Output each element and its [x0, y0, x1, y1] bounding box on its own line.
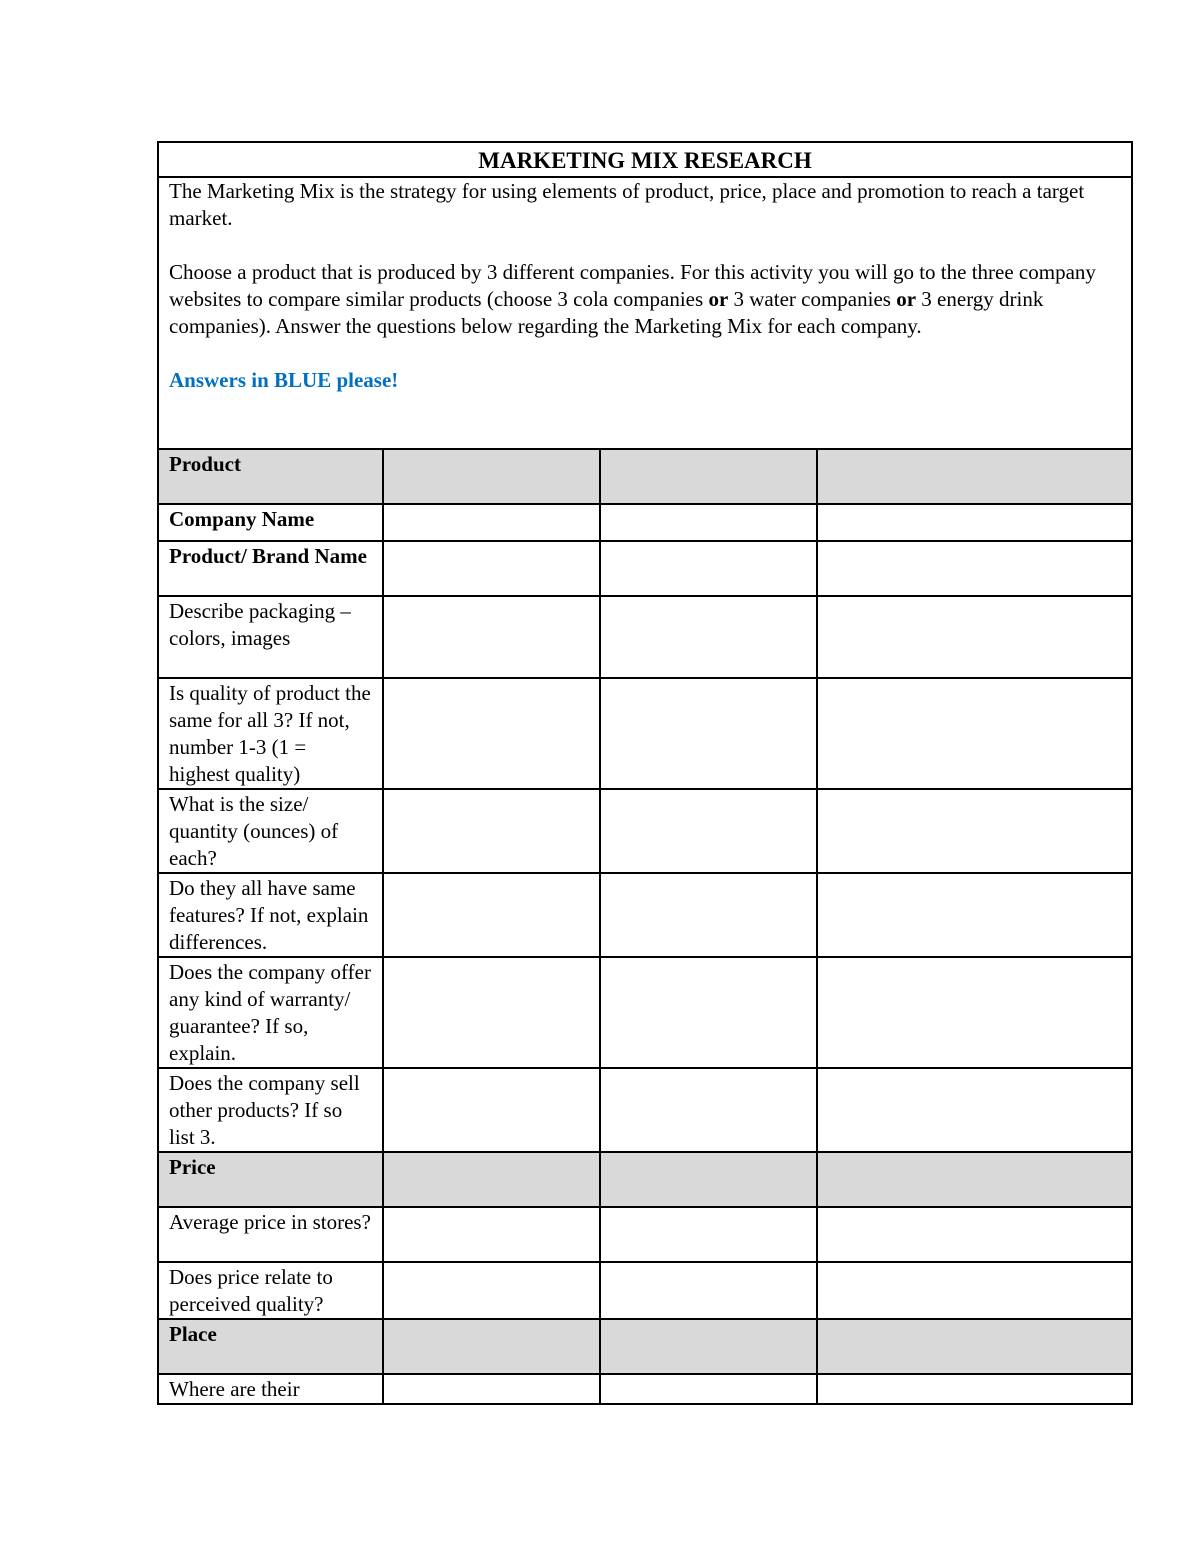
- question-label: Do they all have same features? If not, explain differences.: [158, 873, 383, 957]
- answer-cell[interactable]: [817, 789, 1132, 873]
- question-row-where: [158, 1374, 1132, 1404]
- title-row: [158, 142, 1132, 177]
- section-row-product: [158, 449, 1132, 504]
- instructions-text-3: 3 energy drink companies). Answer the questions below regarding the Marketing Mix for each company.: [169, 287, 1044, 338]
- answer-cell[interactable]: [383, 1152, 600, 1207]
- question-row-features: [158, 873, 1132, 957]
- section-label-price: Price: [158, 1152, 383, 1207]
- answer-cell[interactable]: [817, 1319, 1132, 1374]
- answer-cell[interactable]: [383, 449, 600, 504]
- question-row-company-name: [158, 504, 1132, 541]
- answer-cell[interactable]: [383, 1207, 600, 1262]
- question-row-brand-name: [158, 541, 1132, 596]
- question-row-size: [158, 789, 1132, 873]
- answer-cell[interactable]: [383, 1374, 600, 1404]
- question-label: Product/ Brand Name: [158, 541, 383, 596]
- section-label-place: Place: [158, 1319, 383, 1374]
- answer-cell[interactable]: [817, 541, 1132, 596]
- answer-cell[interactable]: [600, 1374, 817, 1404]
- answer-cell[interactable]: [817, 1207, 1132, 1262]
- answer-cell[interactable]: [600, 504, 817, 541]
- answer-cell[interactable]: [600, 1207, 817, 1262]
- section-row-place: [158, 1319, 1132, 1374]
- answer-cell[interactable]: [383, 678, 600, 789]
- answer-cell[interactable]: [600, 789, 817, 873]
- question-label: Does price relate to perceived quality?: [158, 1262, 383, 1319]
- question-label: Is quality of product the same for all 3? If not, number 1-3 (1 = highest quality): [158, 678, 383, 789]
- answer-cell[interactable]: [383, 789, 600, 873]
- answer-cell[interactable]: [600, 678, 817, 789]
- question-row-warranty: [158, 957, 1132, 1068]
- instructions-cell: [158, 177, 1132, 449]
- question-label: Average price in stores?: [158, 1207, 383, 1262]
- intro-paragraph-instructions: [169, 259, 1121, 340]
- answer-cell[interactable]: [817, 449, 1132, 504]
- question-row-price-quality: [158, 1262, 1132, 1319]
- section-row-price: [158, 1152, 1132, 1207]
- answer-cell[interactable]: [383, 873, 600, 957]
- question-label: Does the company sell other products? If so list 3.: [158, 1068, 383, 1152]
- answer-cell[interactable]: [383, 1068, 600, 1152]
- question-label: What is the size/ quantity (ounces) of each?: [158, 789, 383, 873]
- answer-cell[interactable]: [383, 596, 600, 678]
- answer-cell[interactable]: [600, 873, 817, 957]
- answer-cell[interactable]: [600, 1262, 817, 1319]
- answer-cell[interactable]: [600, 1319, 817, 1374]
- question-label: Company Name: [158, 504, 383, 541]
- answers-color-note: Answers in BLUE please!: [169, 368, 399, 392]
- intro-paragraph-definition: The Marketing Mix is the strategy for using elements of product, price, place and promotion to reach a target market.: [169, 179, 1085, 230]
- question-row-quality: [158, 678, 1132, 789]
- question-label: Describe packaging – colors, images: [158, 596, 383, 678]
- question-row-other-products: [158, 1068, 1132, 1152]
- instructions-or-1: or: [708, 287, 729, 311]
- answer-cell[interactable]: [600, 957, 817, 1068]
- answer-cell[interactable]: [600, 596, 817, 678]
- page-title: MARKETING MIX RESEARCH: [158, 142, 1132, 177]
- answer-cell[interactable]: [817, 504, 1132, 541]
- answer-cell[interactable]: [600, 541, 817, 596]
- answer-cell[interactable]: [817, 1152, 1132, 1207]
- answer-cell[interactable]: [817, 1374, 1132, 1404]
- answer-cell[interactable]: [817, 1262, 1132, 1319]
- instructions-text-2: 3 water companies: [728, 287, 897, 311]
- question-row-average-price: [158, 1207, 1132, 1262]
- answer-cell[interactable]: [817, 596, 1132, 678]
- answer-cell[interactable]: [817, 1068, 1132, 1152]
- answer-cell[interactable]: [383, 504, 600, 541]
- question-label: Does the company offer any kind of warranty/ guarantee? If so, explain.: [158, 957, 383, 1068]
- answer-cell[interactable]: [817, 873, 1132, 957]
- marketing-mix-table: [157, 141, 1133, 1405]
- answer-cell[interactable]: [600, 1152, 817, 1207]
- answer-cell[interactable]: [383, 1262, 600, 1319]
- instructions-text-1: Choose a product that is produced by 3 different companies. For this activity you will go to the three company websites to compare similar products (choose 3 cola companies: [169, 260, 1096, 311]
- answer-cell[interactable]: [600, 449, 817, 504]
- intro-row: [158, 177, 1132, 449]
- instructions-or-2: or: [896, 287, 917, 311]
- question-row-packaging: [158, 596, 1132, 678]
- answer-cell[interactable]: [383, 541, 600, 596]
- question-label: Where are their: [158, 1374, 383, 1404]
- answer-cell[interactable]: [600, 1068, 817, 1152]
- answer-cell[interactable]: [383, 957, 600, 1068]
- answer-cell[interactable]: [817, 678, 1132, 789]
- answer-cell[interactable]: [817, 957, 1132, 1068]
- answer-cell[interactable]: [383, 1319, 600, 1374]
- section-label-product: Product: [158, 449, 383, 504]
